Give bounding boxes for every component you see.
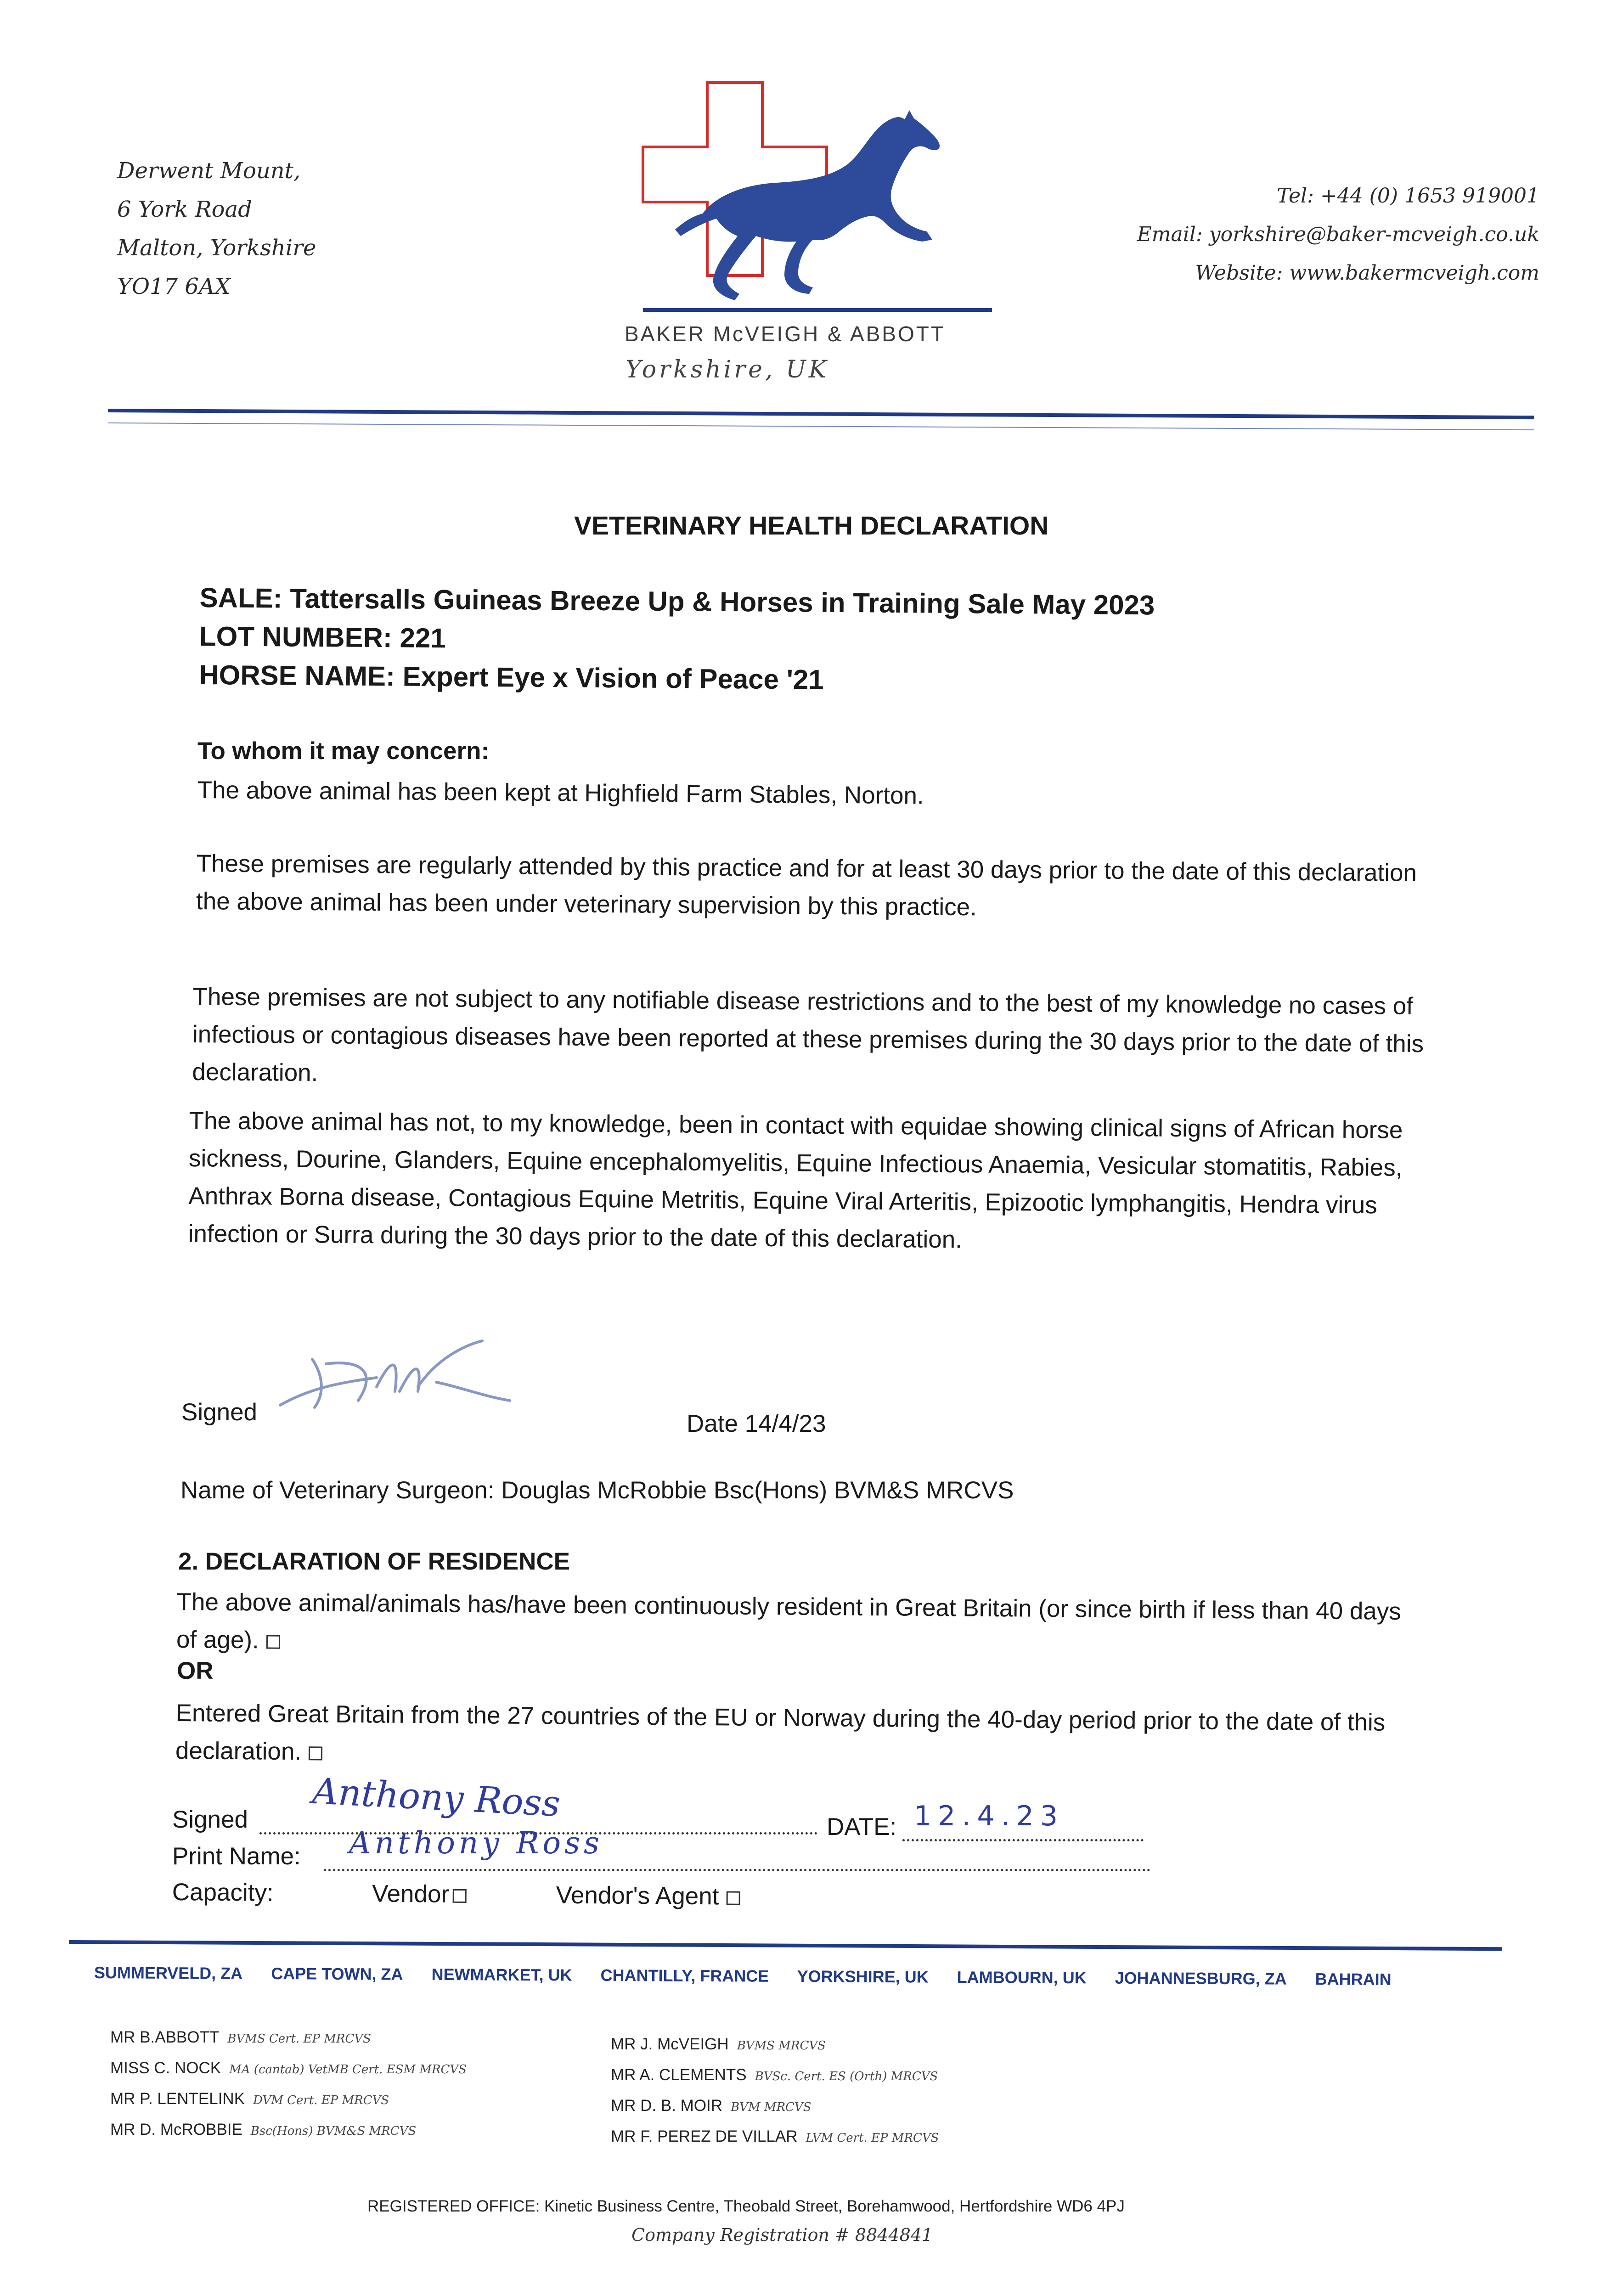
staff-list-left [110,2023,467,2146]
residence-date-label: DATE: [827,1813,897,1840]
sale-info-block [199,579,1155,702]
registered-office: REGISTERED OFFICE: Kinetic Business Centre, Theobald Street, Borehamwood, Hertfordshire WD6 4PJ [367,2197,1125,2215]
staff-list-right [611,2030,939,2153]
staff-qualification: BVM MRCVS [731,2100,812,2114]
letterhead-address [117,152,316,306]
staff-entry [110,2084,467,2115]
staff-name: MR F. PEREZ DE VILLAR [611,2127,798,2145]
vendor-agent-checkbox[interactable] [726,1891,740,1905]
address-line: Derwent Mount, [117,158,301,184]
contact-website[interactable]: Website: www.bakermcveigh.com [1195,261,1539,285]
staff-name: MR A. CLEMENTS [611,2066,747,2084]
greeting: To whom it may concern: [197,737,490,765]
lot-number: LOT NUMBER: 221 [199,620,446,654]
document-title: VETERINARY HEALTH DECLARATION [574,511,1049,540]
location-item: JOHANNESBURG, ZA [1115,1968,1287,1988]
location-item: CAPE TOWN, ZA [271,1964,403,1984]
office-locations [94,1963,1415,1989]
staff-qualification: Bsc(Hons) BVM&S MRCVS [250,2124,417,2138]
residence-option-1-text: The above animal/animals has/have been continuously resident in Great Britain (or since birth if less than 40 days of age). [176,1588,1402,1654]
staff-name: MR D. McROBBIE [110,2121,242,2138]
staff-entry [611,2122,939,2153]
residence-date-value: 12.4.23 [914,1800,1065,1832]
staff-qualification: BVMS MRCVS [737,2039,826,2053]
residence-option-2-text: Entered Great Britain from the 27 countries of the EU or Norway during the 40-day period prior to the date of this declaration. [175,1699,1386,1766]
staff-entry [611,2030,939,2060]
capacity-label: Capacity: [172,1879,274,1907]
paragraph-supervision: These premises are regularly attended by this practice and for at least 30 days prior to the date of this declaration the above animal has been under veterinary supervision by this practice. [196,850,1417,921]
horse-name: HORSE NAME: Expert Eye x Vision of Peace '21 [199,659,824,695]
staff-qualification: LVM Cert. EP MRCVS [806,2131,939,2145]
location-item: BAHRAIN [1315,1969,1392,1989]
header-divider [108,409,1534,419]
staff-name: MISS C. NOCK [110,2059,221,2077]
staff-entry [611,2060,939,2091]
contact-phone: Tel: +44 (0) 1653 919001 [1277,184,1539,208]
print-name-label: Print Name: [172,1843,301,1870]
paragraph-disease-restrictions: These premises are not subject to any notifiable disease restrictions and to the best of my knowledge no cases of infectious or contagious diseases have been reported at these premises during the 30 days prior to the date of this declaration. [192,983,1424,1087]
staff-name: MR D. B. MOIR [611,2097,723,2115]
staff-qualification: BVMS Cert. EP MRCVS [227,2032,371,2046]
vendor-label: Vendor [372,1880,450,1908]
staff-qualification: BVSc. Cert. ES (Orth) MRCVS [755,2070,938,2083]
vet-name: Name of Veterinary Surgeon: Douglas McRobbie Bsc(Hons) BVM&S MRCVS [180,1477,1014,1504]
contact-email[interactable]: Email: yorkshire@baker-mcveigh.co.uk [1137,223,1539,246]
sale-line: SALE: Tattersalls Guineas Breeze Up & Horses in Training Sale May 2023 [199,582,1155,621]
brand-subtitle: Yorkshire, UK [626,356,829,383]
staff-entry [110,2023,467,2054]
staff-name: MR P. LENTELINK [110,2090,245,2108]
location-item: CHANTILLY, FRANCE [600,1965,769,1986]
staff-entry [611,2091,939,2122]
header-divider-thin [108,422,1534,430]
location-item: YORKSHIRE, UK [797,1967,929,1986]
staff-qualification: DVM Cert. EP MRCVS [253,2093,389,2107]
vendor-checkbox[interactable] [453,1889,467,1903]
paragraph-contact-equidae: The above animal has not, to my knowledge, been in contact with equidae showing clinical signs of African horse sickness, Dourine, Glanders, Equine encephalomyelitis, Equine Infectious Anaemia, Vesicular stomatitis, Rabies, Anthrax Borna disease, Contagious Equine Metritis, Equine Viral Arteritis, Epizootic lymphangitis, Hendra virus infection or Surra during the 30 days prior to the date of this declaration. [188,1107,1403,1254]
address-line: YO17 6AX [117,274,231,299]
staff-entry [110,2115,467,2146]
location-item: LAMBOURN, UK [957,1967,1087,1987]
vet-date: Date 14/4/23 [687,1410,826,1437]
company-logo [638,78,997,317]
print-name-value: Anthony Ross [349,1825,603,1861]
residence-signed-label: Signed [172,1806,248,1833]
paragraph-premises: The above animal has been kept at Highfield Farm Stables, Norton. [197,776,924,810]
vet-signature [271,1332,528,1424]
running-horse-icon [675,110,940,300]
residence-option-2-checkbox[interactable] [309,1746,322,1760]
contact-block [1137,177,1539,293]
residence-option-1 [176,1583,1426,1668]
residence-or: OR [177,1657,214,1684]
location-item: NEWMARKET, UK [431,1964,572,1985]
location-item: SUMMERVELD, ZA [94,1963,243,1983]
residence-heading: 2. DECLARATION OF RESIDENCE [178,1548,570,1575]
residence-option-2 [175,1694,1425,1779]
footer-divider [69,1940,1502,1951]
staff-name: MR B.ABBOTT [110,2028,220,2046]
vendor-agent-label: Vendor's Agent [556,1881,719,1910]
residence-option-1-checkbox[interactable] [266,1635,280,1649]
capacity-row [172,1878,740,1911]
address-line: 6 York Road [117,197,252,222]
company-registration: Company Registration # 8844841 [631,2225,933,2245]
staff-qualification: MA (cantab) VetMB Cert. ESM MRCVS [229,2063,467,2077]
brand-name: BAKER McVEIGH & ABBOTT [625,322,946,346]
address-line: Malton, Yorkshire [117,235,316,261]
staff-entry [110,2054,467,2084]
residence-signed-value: Anthony Ross [311,1770,561,1825]
vet-signed-label: Signed [181,1399,258,1426]
staff-name: MR J. McVEIGH [611,2035,729,2053]
